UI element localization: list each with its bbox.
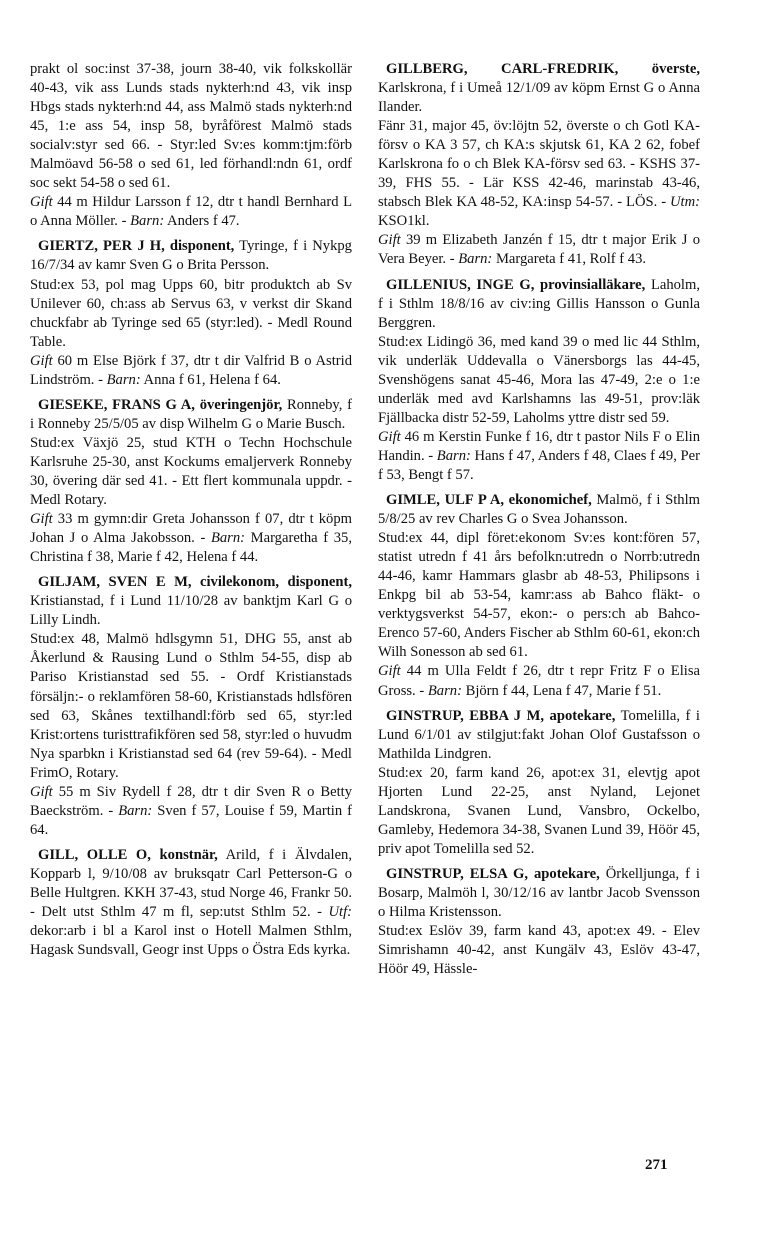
entry-title: överingenjör, <box>194 396 283 413</box>
entry-heading <box>30 237 352 275</box>
utm-text: KSO1kl. <box>378 213 430 230</box>
barn-label: Barn: <box>106 371 141 388</box>
gift-label: Gift <box>30 194 53 211</box>
entry-family <box>30 510 352 567</box>
barn-label: Barn: <box>427 682 462 699</box>
gift-label: Gift <box>30 783 53 800</box>
right-column <box>378 60 700 985</box>
entry-title: konstnär, <box>150 846 218 863</box>
entry-title: apotekare, <box>528 865 600 882</box>
entry-family <box>378 428 700 485</box>
entry-gimle <box>378 491 700 701</box>
gift-text: 44 m Ulla Feldt f 26, dtr t repr Fritz F o Elisa Gross. - <box>378 663 700 699</box>
entry-intro: Ronneby, f i Ronneby 25/5/05 av disp Wilhelm G o Marie Busch. <box>30 396 352 432</box>
entry-heading <box>378 276 700 333</box>
utf-text: dekor:arb i bl a Karol inst o Hotell Malmen Sthlm, Hagask Sundsvall, Geogr inst Upps o Östra Eds kyrka. <box>30 923 352 959</box>
entry-giertz <box>30 237 352 389</box>
entry-studies: Stud:ex 44, dipl föret:ekonom Sv:es kont:fören 57, statist utredn f 41 års befolkn:utredn o Norrb:utredn 44-46, kamr Hammars glasbr ab 48-53, Philipsons i Enkpg bil ab 53-54, kamr:ass ab Bahco fläkt- o verktygsverkst 54-57, ekon:- o pers:ch ab Bahco-Erenco 57-60, Anders Fischer ab Sthlm 60-61, ekon:ch Wilh Sonesson ab sed 61. <box>378 530 700 661</box>
entry-ginstrup-ebba <box>378 707 700 859</box>
entry-intro: prakt ol soc:inst 37-38, journ 38-40, vik folkskollär 40-43, vik ass Lunds stads nykterh:nd 43, vik insp Hbgs stads nykterh:nd 44, ass Malmö stads nykterh:nd 45, 1:e ass 54, insp 58, byråförest Malmö stads socialv:styr sed 66. - Styr:led Sv:es komm:tjm:förb Malmöavd 56-58 o sed 61, led förhandl:ndn 61, ordf soc sekt 54-58 o sed 61. <box>30 61 352 192</box>
entry-intro: Örkelljunga, f i Bosarp, Malmöh l, 30/12/16 av lantbr Jacob Svensson o Hilma Kristensson. <box>378 865 700 921</box>
entry-career <box>378 117 700 231</box>
barn-text: Hans f 47, Anders f 48, Claes f 49, Per f 53, Bengt f 57. <box>378 447 700 483</box>
gift-label: Gift <box>30 352 53 369</box>
entry-heading <box>30 846 352 960</box>
entry-gill <box>30 846 352 960</box>
entry-continuation <box>30 60 352 231</box>
entry-heading <box>378 865 700 922</box>
utf-label: Utf: <box>328 904 352 921</box>
entry-gillberg <box>378 60 700 270</box>
gift-text: 39 m Elizabeth Janzén f 15, dtr t major Erik J o Vera Beyer. - <box>378 232 700 268</box>
gift-label: Gift <box>378 663 401 680</box>
entry-name: GIESEKE, FRANS G A, <box>38 396 195 413</box>
barn-text: Anna f 61, Helena f 64. <box>140 371 281 388</box>
entry-title: disponent, <box>164 238 235 255</box>
barn-label: Barn: <box>458 251 493 268</box>
barn-text: Björn f 44, Lena f 47, Marie f 51. <box>461 682 662 699</box>
entry-gillenius <box>378 276 700 486</box>
entry-intro: Kristianstad, f i Lund 11/10/28 av banktjm Karl G o Lilly Lindh. <box>30 593 352 629</box>
entry-title: provinsialläkare, <box>534 276 646 293</box>
entry-name: GINSTRUP, EBBA J M, <box>386 707 544 724</box>
entry-ginstrup-elsa <box>378 865 700 979</box>
gift-text: 33 m gymn:dir Greta Johansson f 07, dtr t köpm Johan J o Alma Jakobsson. - <box>30 511 352 547</box>
left-column <box>30 60 352 966</box>
gift-label: Gift <box>378 428 401 445</box>
entry-studies: Fänr 31, major 45, öv:löjtn 52, överste o ch Gotl KA-försv o KA 3 57, ch KA:s skjutsk 61, KA 2 62, fobef Karlskrona fo o ch Blek KA-försv sed 63. - KSHS 37-39, FHS 55. - Lär KSS 42-46, marinstab 43-46, stabsch Blek KA 48-52, KA:insp 54-57. - LÖS. - <box>378 118 700 211</box>
gift-text: 55 m Siv Rydell f 28, dtr t dir Sven R o Betty Baeckström. - <box>30 783 352 819</box>
gift-text: 60 m Else Björk f 37, dtr t dir Valfrid B o Astrid Lindström. - <box>30 352 352 388</box>
entry-heading <box>30 396 352 434</box>
entry-heading <box>378 707 700 764</box>
entry-intro: Tyringe, f i Nykpg 16/7/34 av kamr Sven G o Brita Persson. <box>30 238 352 274</box>
entry-name: GILLBERG, CARL-FREDRIK, <box>386 61 619 77</box>
entry-title: ekonomichef, <box>504 492 592 509</box>
entry-title: civilekonom, disponent, <box>191 574 353 591</box>
entry-intro: Arild, f i Älvdalen, Kopparb l, 9/10/08 av bruksqatr Carl Petterson-G o Belle Hultgren. KKH 37-43, stud Norge 46, Frankr 50. - Delt utst Sthlm 47 m fl, sep:utst Sthlm 52. - <box>30 846 352 921</box>
entry-studies: Stud:ex 48, Malmö hdlsgymn 51, DHG 55, anst ab Åkerlund & Rausing Lund o Sthlm 54-55, disp ab Pariso Kristianstad sed 55. - Ordf Kristianstads försäljn:- o reklamfören 58-60, Kristianstads hdlsfören sed 63, Skånes textilhandl:förb sed 65, styr:led Krist:ortens turisttrafikfören sed 58, styr:led o huvudm Nya sparbkn i Kristianstad sed 64 (rev 59-64). - Medl FrimO, Rotary. <box>30 631 352 781</box>
entry-studies: Stud:ex Lidingö 36, med kand 39 o med lic 44 Sthlm, vik underläk Uddevalla o Vänersborgs las 44-45, Svenshögens sanat 45-46, Mora las 47-49, 2:e o 1:e underläk med avd Karlshamns las 49-51, prov:läk Fjällbacka distr 52-59, Laholms yttre distr sed 59. <box>378 333 700 426</box>
entry-name: GILLENIUS, INGE G, <box>386 276 535 293</box>
entry-family <box>378 662 700 700</box>
entry-title: apotekare, <box>544 707 616 724</box>
entry-intro: Karlskrona, f i Umeå 12/1/09 av köpm Ernst G o Anna Ilander. <box>378 80 700 116</box>
entry-studies: Stud:ex Eslöv 39, farm kand 43, apot:ex 49. - Elev Simrishamn 40-42, anst Kungälv 43, Eslöv 43-47, Höör 49, Hässle- <box>378 923 700 978</box>
entry-studies: Stud:ex 20, farm kand 26, apot:ex 31, elevtjg apot Hjorten Lund 22-25, anst Nyland, Lejonet Landskrona, Svanen Lund, Vansbro, Ockelbo, Gamleby, Hedemora 34-38, Svanen Lund 39, Höör 45, priv apot Tomelilla sed 52. <box>378 764 700 857</box>
gift-text: 44 m Hildur Larsson f 12, dtr t handl Bernhard L o Anna Möller. - <box>30 194 352 230</box>
utm-label: Utm: <box>670 194 700 211</box>
entry-intro: Malmö, f i Sthlm 5/8/25 av rev Charles G o Svea Johansson. <box>378 492 700 528</box>
gift-text: 46 m Kerstin Funke f 16, dtr t pastor Nils F o Elin Handin. - <box>378 428 700 464</box>
entry-giljam <box>30 573 352 840</box>
barn-text: Anders f 47. <box>164 213 240 230</box>
page-number: 271 <box>645 1157 668 1173</box>
entry-text <box>30 60 352 193</box>
barn-label: Barn: <box>436 447 471 464</box>
entry-name: GINSTRUP, ELSA G, <box>386 865 528 882</box>
entry-intro: Tomelilla, f i Lund 6/1/01 av stilgjut:fakt Johan Olof Gustafsson o Mathilda Lindgren. <box>378 707 700 762</box>
entry-family <box>378 231 700 269</box>
entry-heading <box>378 60 700 117</box>
entry-heading <box>378 491 700 529</box>
barn-label: Barn: <box>118 802 153 819</box>
entry-family <box>30 783 352 840</box>
entry-title: överste, <box>618 61 700 77</box>
entry-heading <box>30 573 352 630</box>
gift-label: Gift <box>378 232 401 249</box>
barn-text: Margaretha f 35, Christina f 38, Marie f 42, Helena f 44. <box>30 530 352 566</box>
entry-name: GIMLE, ULF P A, <box>386 492 505 509</box>
entry-family <box>30 352 352 390</box>
barn-label: Barn: <box>130 213 165 230</box>
gift-label: Gift <box>30 511 53 528</box>
entry-studies: Stud:ex 53, pol mag Upps 60, bitr produktch ab Sv Unilever 60, ch:ass ab Servus 63, v verkst dir Skand chuckfabr ab Tyringe sed 65 (styr:led). - Medl Round Table. <box>30 276 352 350</box>
entry-studies: Stud:ex Växjö 25, stud KTH o Techn Hochschule Karlsruhe 25-30, anst Kockums emaljerverk Ronneby 30, övering där sed 41. - Ett flert kommunala uppdr. - Medl Rotary. <box>30 434 352 509</box>
barn-label: Barn: <box>210 530 245 547</box>
entry-name: GILJAM, SVEN E M, <box>38 574 192 591</box>
entry-family <box>30 193 352 231</box>
entry-intro: Laholm, f i Sthlm 18/8/16 av civ:ing Gillis Hansson o Gunla Berggren. <box>378 276 700 331</box>
barn-text: Margareta f 41, Rolf f 43. <box>492 251 647 268</box>
barn-text: Sven f 57, Louise f 59, Martin f 64. <box>30 802 352 838</box>
entry-name: GIERTZ, PER J H, <box>38 238 165 255</box>
entry-name: GILL, OLLE O, <box>38 846 151 863</box>
entry-gieseke <box>30 396 352 567</box>
